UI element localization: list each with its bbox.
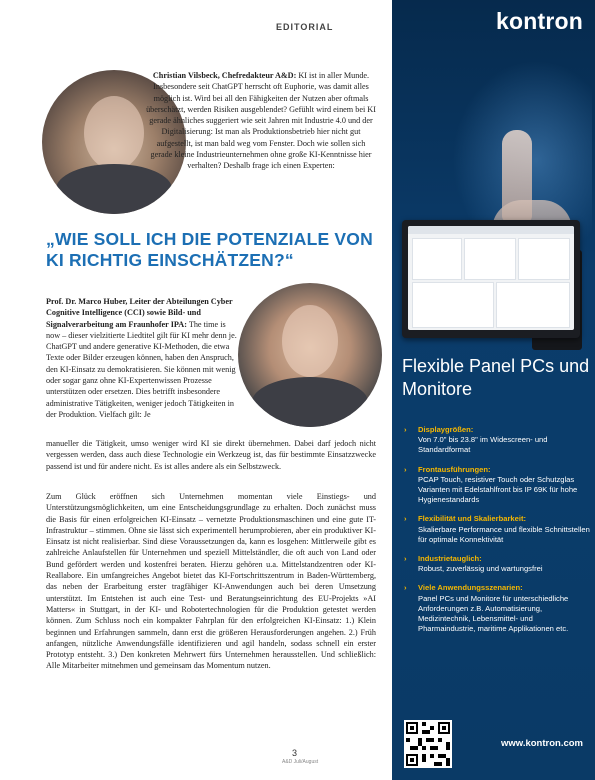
kontron-url-link[interactable]: www.kontron.com	[501, 738, 583, 749]
intro-author: Christian Vilsbeck, Chefredakteur A&D:	[152, 71, 297, 80]
feature-text: Skalierbare Performance und flexible Schnittstellen für optimale Konnektivität	[418, 524, 590, 544]
chevron-right-icon: ›	[404, 554, 407, 564]
page-number: 3	[292, 748, 298, 758]
screen-tile	[412, 282, 494, 328]
feature-text: Von 7.0" bis 23.8" im Widescreen- und Standardformat	[418, 435, 548, 455]
chevron-right-icon: ›	[404, 464, 407, 474]
face-shape	[84, 96, 144, 170]
feature-text: Robust, zuverlässig und wartungsfrei	[418, 564, 543, 574]
headline: „WIE SOLL ICH DIE POTENZIALE VON KI RICHTIG EINSCHÄTZEN?“	[46, 229, 373, 270]
screen-toolbar	[408, 226, 574, 234]
feature-title: Viele Anwendungsszenarien:	[418, 583, 523, 593]
issue-label: A&D Juli/August	[282, 759, 319, 765]
chevron-right-icon: ›	[404, 583, 407, 593]
face-shape	[282, 305, 338, 377]
feature-text: Panel PCs und Monitore für unterschiedliche Anforderungen z.B. Automatisierung, Medizintechnik, Lebensmittel- und Pharmaindustrie, maritime Applikationen etc.	[418, 593, 569, 634]
ad-title: Flexible Panel PCs und Monitore	[402, 356, 590, 399]
author-photo-huber	[238, 283, 382, 427]
kontron-logo: kontron	[496, 8, 583, 34]
feature-item	[404, 465, 590, 506]
screen-tile	[496, 282, 570, 328]
intro-paragraph	[146, 70, 376, 172]
qr-code-icon	[406, 722, 450, 766]
interview-lead	[46, 296, 241, 420]
feature-item	[404, 514, 590, 545]
expert-text: The time is now – dieser vielzitierte Liedtitel gilt für KI mehr denn je. ChatGPT und andere generative KI-Methoden, die etwa Texte oder Bilder erzeugen können, haben den Anspruch, den KI-Einsatz zu demokratisieren. Sie können mit wenig oder sogar ganz ohne KI-Expertenwissen Prozesse unterstützen oder ersetzen. Dies betrifft insbesondere administrative Tätigkeiten, weniger jedoch Tätigkeiten in der Produktion. Vielfach gilt: Je	[46, 319, 237, 419]
kontron-advertisement[interactable]	[392, 0, 595, 780]
feature-item	[404, 583, 590, 634]
monitor-screen	[408, 226, 574, 330]
feature-title: Flexibilität und Skalierbarkeit:	[418, 514, 527, 524]
main-paragraph: Zum Glück eröffnen sich Unternehmen momentan viele Einstiegs- und Unterstützungsmöglichkeiten, um eine Entscheidungsgrundlage zu erhalten. Doch zunächst muss die Basis für einen erfolgreichen KI-Einsatz – vernetzte Produktionsmaschinen und eine gute IT-Infrastruktur – stimmen. Ohne sie lässt sich experimentell herumprobieren, aber ein produktiver KI-Einsatz ist nicht realisierbar. Sind diese Voraussetzungen da, kann es losgehen: Mittlerweile gibt es zahlreiche Anlaufstellen für Unternehmen und speziell Mittelständler, die oft auch von Land oder Bund gefördert werden und kostenfrei beraten. Hierzu gehören u.a. Mittelstandzentren oder KI-Reallabore. Ein umfangreiches Angebot bietet das KI-Fortschrittszentrum in Baden-Württemberg, das neben der Erarbeitung erster tragfähiger KI-Anwendungen auch bei deren Umsetzung unterstützt. Im Entstehen ist auch eine Test- und Beratungseinrichtung des EU-Projekts »AI Matters« in Stuttgart, in der KI- und Robotertechnologien für die Produktion getestet werden können. Zum Schluss noch ein kompakter Fahrplan für den erfolgreichen KI-Einsatz: 1.) Klein beginnen und Erfahrungen sammeln, dann erst die größeren Herausforderungen angehen. 2.) Früh anfangen, nützliche Anwendungsfälle identifizieren und agil handeln, sodass schnell ein erster Prototyp entsteht. 3.) Den konkreten Mehrwert fürs Unternehmen herausstellen. Und schließlich: Alle Mitarbeiter mitnehmen und gemeinsam das Momentum nutzen.	[46, 492, 376, 671]
feature-item	[404, 554, 590, 574]
chevron-right-icon: ›	[404, 425, 407, 434]
lead-continuation: manueller die Tätigkeit, umso weniger wird KI sie direkt übernehmen. Dabei darf jedoch nicht vergessen werden, dass auch diese Technologie ein Werkzeug ist, das für bestimmte Einsatzzwecke passend ist und für andere nicht. Es ist alles andere als ein Selbstzweck.	[46, 439, 376, 471]
suit-shape	[252, 377, 367, 427]
feature-text: PCAP Touch, resistiver Touch oder Schutzglas Varianten mit Edelstahlfront bis IP 69K für hohe Hygienestandards	[418, 474, 578, 505]
qr-code[interactable]	[404, 720, 452, 768]
feature-title: Industrietauglich:	[418, 554, 482, 564]
feature-title: Frontausführungen:	[418, 464, 491, 474]
intro-text: KI ist in aller Munde. Insbesondere seit ChatGPT herrscht oft Euphorie, was damit alles möglich ist. Wird bei all den Fähigkeiten der Nutzen aber oftmals überschätzt, werden Risiken ausgeblendet? Gefühlt wird einem bei KI gerade ähnliches suggeriert wie seit Jahren mit Industrie 4.0 und der Digitalisierung: Ist man als Produktionsbetrieb hier nicht gut aufgestellt, ist man bald weg vom Fenster. Doch wie sollen sich gerade kleine Industrieunternehmen ohne große KI-Kenntnisse hier verhalten? Deshalb frage ich einen Experten:	[146, 71, 376, 171]
section-label: EDITORIAL	[276, 22, 334, 32]
screen-tile	[518, 238, 570, 280]
chevron-right-icon: ›	[404, 514, 407, 524]
screen-tile	[464, 238, 516, 280]
expert-author: Prof. Dr. Marco Huber, Leiter der Abteilungen Cyber Cognitive Intelligence (CCI) sowie Bild- und Signalverarbeitung am Fraunhofer IPA:	[46, 297, 233, 329]
screen-tile	[412, 238, 462, 280]
panel-pc-monitor	[402, 220, 580, 338]
feature-item	[404, 425, 590, 456]
feature-list	[404, 425, 590, 643]
feature-title: Displaygrößen:	[418, 425, 474, 434]
